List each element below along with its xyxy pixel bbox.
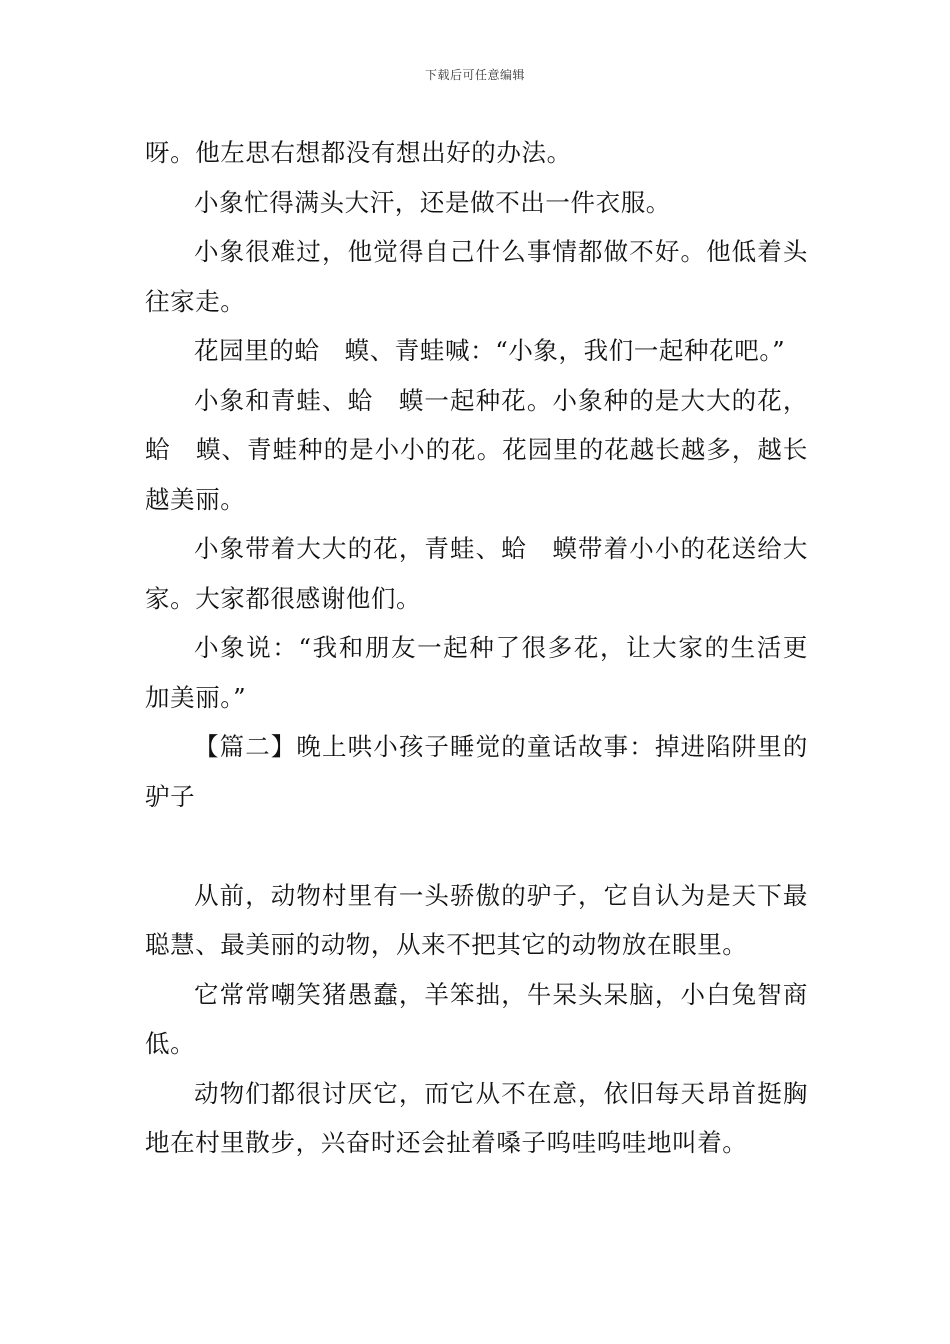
- story-body: [145, 128, 808, 1168]
- paragraph-continuation: 呀。他左思右想都没有想出好的办法。: [145, 138, 572, 167]
- paragraph: 动物们都很讨厌它，而它从不在意，依旧每天昂首挺胸地在村里散步，兴奋时还会扯着嗓子呜哇呜哇地叫着。: [145, 1078, 808, 1157]
- paragraph: 小象带着大大的花，青蛙、蛤 蟆带着小小的花送给大家。大家都很感谢他们。: [145, 534, 808, 613]
- paragraph: 它常常嘲笑猪愚蠢，羊笨拙，牛呆头呆脑，小白兔智商低。: [145, 979, 808, 1058]
- paragraph: 花园里的蛤 蟆、青蛙喊：“小象，我们一起种花吧。”: [194, 336, 786, 365]
- paragraph: 小象忙得满头大汗，还是做不出一件衣服。: [194, 187, 671, 217]
- page-header-note: 下载后可任意编辑: [424, 68, 525, 82]
- section-heading: 【篇二】晚上哄小孩子睡觉的童话故事：掉进陷阱里的驴子: [145, 732, 808, 811]
- paragraph: 小象说：“我和朋友一起种了很多花，让大家的生活更加美丽。”: [145, 633, 808, 712]
- paragraph: 小象很难过，他觉得自己什么事情都做不好。他低着头往家走。: [145, 237, 808, 316]
- paragraph: 从前，动物村里有一头骄傲的驴子，它自认为是天下最聪慧、最美丽的动物，从来不把其它的动物放在眼里。: [145, 880, 808, 959]
- paragraph: 小象和青蛙、蛤 蟆一起种花。小象种的是大大的花，蛤 蟆、青蛙种的是小小的花。花园里的花越长越多，越长越美丽。: [145, 385, 808, 514]
